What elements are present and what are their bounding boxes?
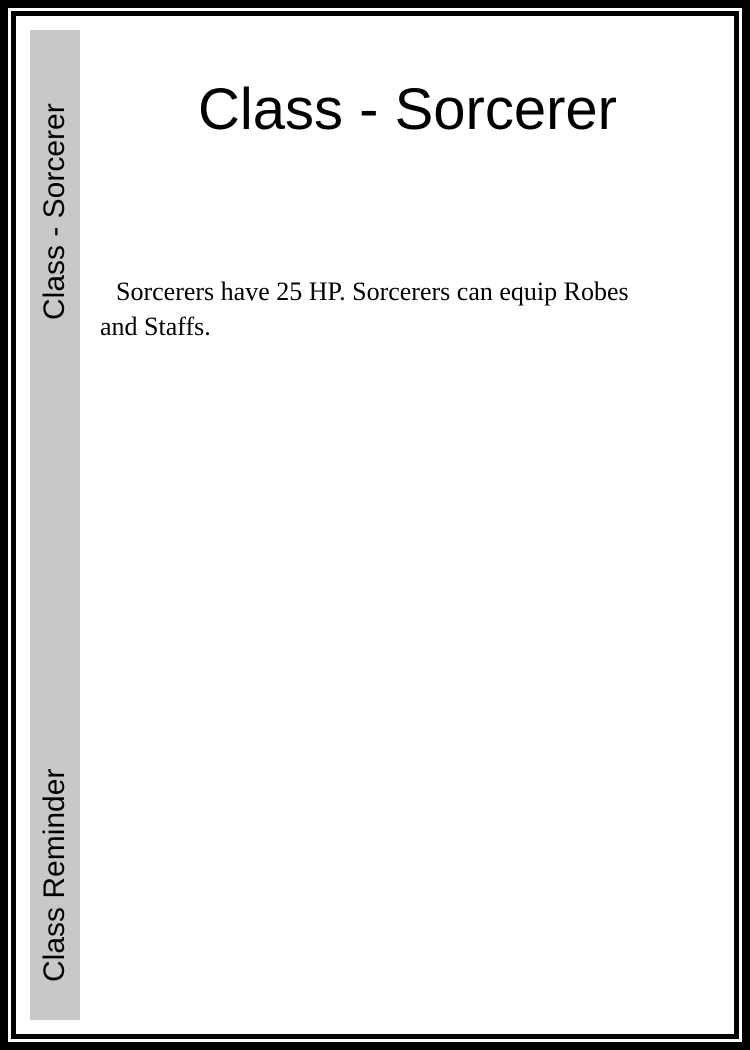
side-label-class-name: Class - Sorcerer: [38, 103, 71, 320]
card-title: Class - Sorcerer: [198, 77, 617, 142]
card-body-text: Sorcerers have 25 HP. Sorcerers can equip Robes and Staffs.: [100, 277, 629, 341]
side-label-card-type: Class Reminder: [38, 768, 71, 982]
card-face: [16, 16, 734, 1034]
